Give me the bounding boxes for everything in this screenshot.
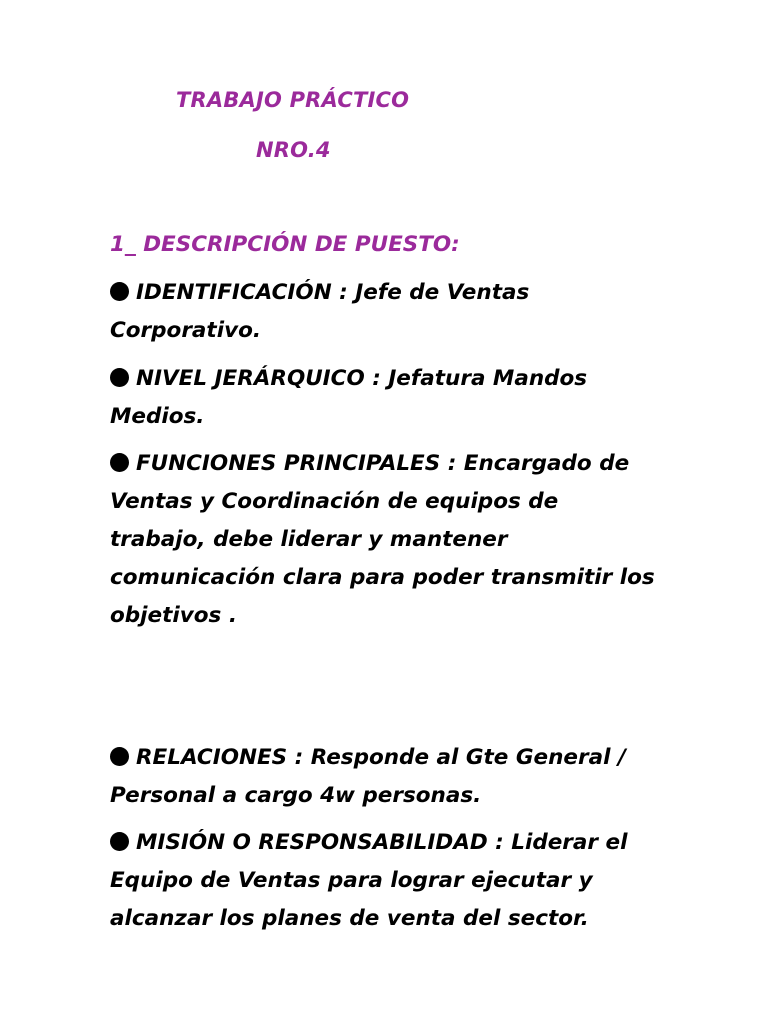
- bullet-icon: [110, 747, 129, 766]
- item-label: RELACIONES :: [136, 745, 311, 770]
- bullet-icon: [110, 282, 129, 301]
- item-label: IDENTIFICACIÓN :: [136, 280, 356, 305]
- item-text: Jefatura Mandos Medios.: [110, 366, 588, 429]
- item-label: FUNCIONES PRINCIPALES :: [136, 451, 464, 476]
- item-text: Responde al Gte General / Personal a cargo 4w personas.: [110, 745, 626, 808]
- title-line-1: TRABAJO PRÁCTICO: [176, 88, 410, 112]
- bullet-icon: [110, 832, 129, 851]
- bullet-icon: [110, 453, 129, 472]
- item-label: NIVEL JERÁRQUICO :: [136, 366, 389, 391]
- list-item-nivel-jerarquico: [110, 360, 658, 436]
- list-item-relaciones: [110, 739, 658, 815]
- list-item-funciones-principales: [110, 445, 658, 635]
- list-item-mision: [110, 824, 658, 938]
- title-line-2: NRO.4: [256, 138, 331, 162]
- item-text: Liderar el Equipo de Ventas para lograr ejecutar y alcanzar los planes de venta del sector.: [110, 830, 628, 931]
- item-label: MISIÓN O RESPONSABILIDAD :: [136, 830, 512, 855]
- item-text: Encargado de Ventas y Coordinación de equipos de trabajo, debe liderar y mantener comunicación clara para poder transmitir los objetivos .: [110, 451, 655, 628]
- item-text: Jefe de Ventas Corporativo.: [110, 280, 530, 343]
- section-heading: 1_ DESCRIPCIÓN DE PUESTO:: [110, 232, 460, 257]
- bullet-icon: [110, 368, 129, 387]
- list-item-identificacion: [110, 274, 658, 350]
